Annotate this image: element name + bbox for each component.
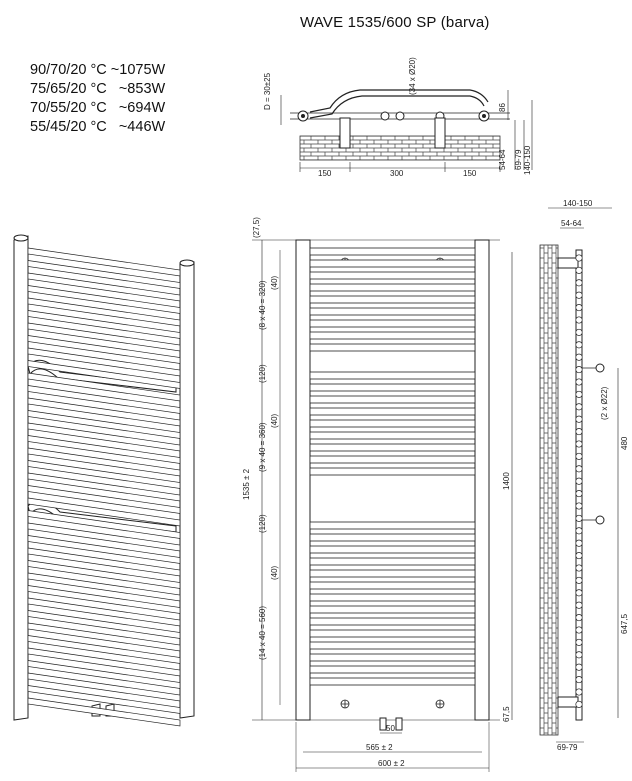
dim-27-5: (27,5) <box>252 217 261 238</box>
performance-output: ~446W <box>118 119 166 135</box>
dim-150-left: 150 <box>318 169 332 178</box>
tube-section <box>576 366 582 372</box>
wall-section <box>540 245 558 735</box>
radiator-tube <box>310 630 475 637</box>
dim-480: 480 <box>620 436 629 450</box>
dim-647-5: 647,5 <box>620 613 629 634</box>
dim-86: 86 <box>498 103 507 112</box>
dim-height-total: 1535 ± 2 <box>242 468 251 500</box>
radiator-tube <box>310 344 475 351</box>
wall-section <box>300 136 500 160</box>
dim-d: D = 30±25 <box>263 72 272 110</box>
tube-section <box>576 379 582 385</box>
tube-section <box>576 676 582 682</box>
radiator-tube <box>310 444 475 451</box>
radiator-tube <box>310 420 475 427</box>
radiator-tube <box>310 468 475 475</box>
performance-output: ~853W <box>118 81 166 97</box>
tube-section <box>576 490 582 496</box>
radiator-tube <box>310 320 475 327</box>
tube-section <box>576 292 582 298</box>
tube-section <box>576 664 582 670</box>
top-view <box>263 57 532 178</box>
perspective-view <box>14 235 194 726</box>
dim-50: 50 <box>386 724 395 733</box>
tube-section <box>576 478 582 484</box>
radiator-tube <box>310 606 475 613</box>
tube-section <box>576 404 582 410</box>
radiator-tube <box>310 396 475 403</box>
tube-section <box>576 329 582 335</box>
radiator-tube <box>310 260 475 267</box>
tube-section <box>576 528 582 534</box>
tube-section <box>576 565 582 571</box>
tube-section <box>576 577 582 583</box>
tube-section <box>576 354 582 360</box>
radiator-tube <box>310 522 475 529</box>
tube-section <box>576 255 582 261</box>
radiator-tube <box>310 332 475 339</box>
tube-section <box>576 639 582 645</box>
radiator-tube <box>310 372 475 379</box>
dim-14x40: (14 x 40 = 560) <box>258 605 267 660</box>
radiator-tube <box>310 570 475 577</box>
performance-conditions: 75/65/20 °C <box>30 81 107 97</box>
radiator-tube <box>310 534 475 541</box>
dim-40: (40) <box>270 275 279 290</box>
radiator-tube <box>310 296 475 303</box>
performance-conditions: 70/55/20 °C <box>30 100 107 116</box>
tube-section <box>576 342 582 348</box>
radiator-tube <box>310 558 475 565</box>
radiator-tube <box>310 272 475 279</box>
tube-section <box>576 304 582 310</box>
radiator-tube <box>310 432 475 439</box>
front-view <box>242 217 512 772</box>
tube-section <box>576 503 582 509</box>
dim-69-79: 69-79 <box>557 743 578 752</box>
wall-bracket <box>435 118 445 148</box>
radiator-tube <box>310 408 475 415</box>
tube-section <box>576 466 582 472</box>
radiator-tube <box>310 308 475 315</box>
tube-section <box>576 590 582 596</box>
radiator-tube <box>310 594 475 601</box>
dim-54-64: 54-64 <box>498 149 507 170</box>
tube-section <box>576 515 582 521</box>
tube-section <box>576 441 582 447</box>
tube-section <box>576 453 582 459</box>
tube-section <box>576 267 582 273</box>
radiator-tube <box>310 582 475 589</box>
radiator-tube <box>310 642 475 649</box>
radiator-tube <box>310 384 475 391</box>
performance-output: ~694W <box>118 100 166 116</box>
dim-120: (120) <box>258 514 267 533</box>
dim-565: 565 ± 2 <box>366 743 393 752</box>
dim-67-5: 67,5 <box>502 706 511 722</box>
radiator-tube <box>310 654 475 661</box>
dim-40: (40) <box>270 565 279 580</box>
radiator-tube <box>310 666 475 673</box>
radiator-tube <box>310 618 475 625</box>
dim-pipe: (34 x Ø20) <box>408 57 417 95</box>
tube-section <box>576 416 582 422</box>
tube-section <box>576 317 582 323</box>
dim-54-64: 54-64 <box>561 219 582 228</box>
radiator-tube <box>310 284 475 291</box>
dim-120: (120) <box>258 364 267 383</box>
tube-section <box>576 391 582 397</box>
dim-140-150: 140-150 <box>523 145 532 175</box>
performance-conditions: 55/45/20 °C <box>30 119 107 135</box>
dim-150-right: 150 <box>463 169 477 178</box>
tube-section <box>576 701 582 707</box>
performance-conditions: 90/70/20 °C <box>30 62 107 78</box>
dim-pipe: (2 x Ø22) <box>600 386 609 420</box>
tube-section <box>576 428 582 434</box>
dim-8x40: (8 x 40 = 320) <box>258 280 267 330</box>
tube-section <box>576 552 582 558</box>
radiator-tube <box>310 456 475 463</box>
tube-section <box>576 602 582 608</box>
tube-section <box>576 652 582 658</box>
radiator-tube <box>310 678 475 685</box>
radiator-tube <box>310 546 475 553</box>
tube-section <box>576 689 582 695</box>
drawing-title: WAVE 1535/600 SP (barva) <box>300 14 490 31</box>
dim-height-inner: 1400 <box>502 472 511 490</box>
dim-300: 300 <box>390 169 404 178</box>
dim-9x40: (9 x 40 = 360) <box>258 422 267 472</box>
tube-section <box>576 280 582 286</box>
radiator-tube <box>310 248 475 255</box>
tube-section <box>576 614 582 620</box>
dim-140-150: 140-150 <box>563 199 593 208</box>
tube-section <box>576 627 582 633</box>
tube-section <box>576 540 582 546</box>
wall-bracket <box>340 118 350 148</box>
dim-69-79: 69-79 <box>514 149 523 170</box>
performance-output: ~1075W <box>110 62 166 78</box>
side-view <box>540 199 629 752</box>
dim-600: 600 ± 2 <box>378 759 405 768</box>
dim-40: (40) <box>270 413 279 428</box>
